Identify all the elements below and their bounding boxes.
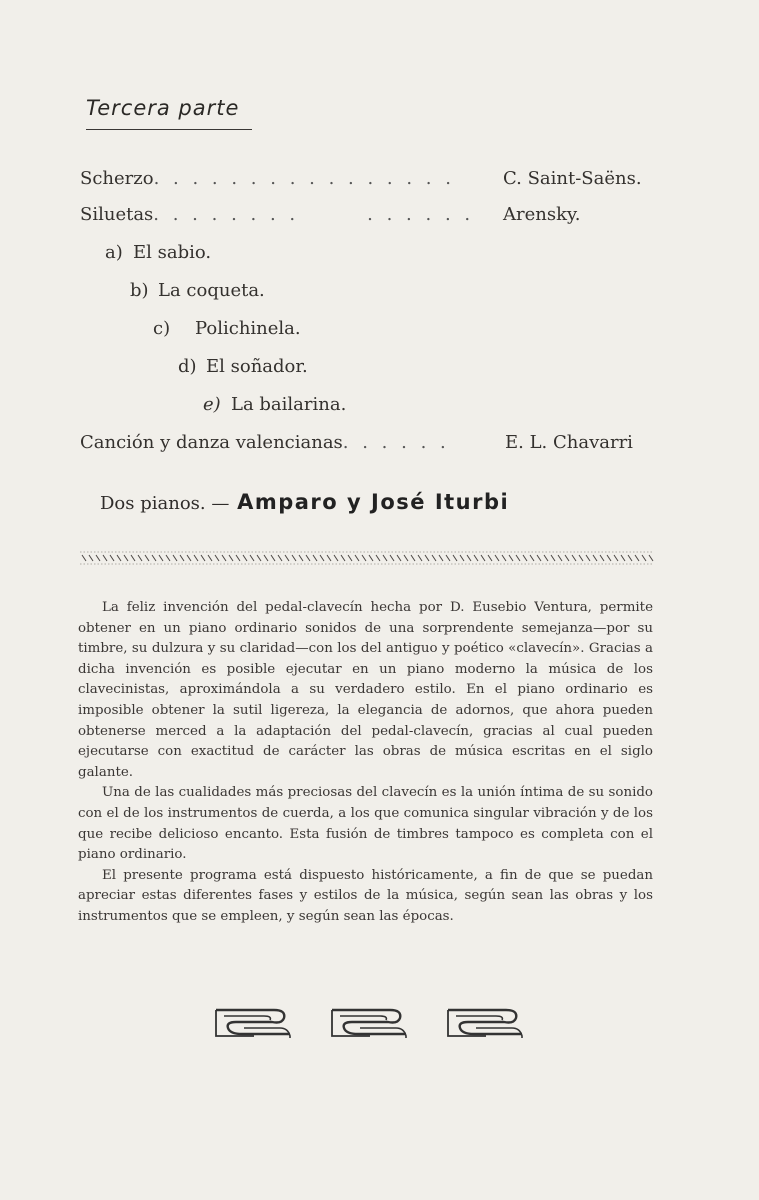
sub-item-title: Polichinela.	[195, 318, 301, 339]
paragraph: El presente programa está dispuesto históricamente, a fin de que se puedan apreciar estas diferentes fases y estilos de la música, según sean las obras y los instrumentos que se empleen, y según sean las épocas.	[78, 867, 653, 924]
sub-item	[130, 280, 265, 302]
paragraph: La feliz invención del pedal-clavecín hecha por D. Eusebio Ventura, permite obtener en un piano ordinario sonidos de una sorprendente semejanza—por su timbre, su dulzura y su claridad—con los del antiguo y poético «clavecín». Gracias a dicha invención es posible ejecutar en un piano moderno la música de los clavecinistas, aproximándola a su verdadero estilo. En el piano ordinario es imposible obtener la sutil ligereza, la elegancia de adornos, que ahora pueden obtenerse merced a la adaptación del pedal-clavecín, gracias al cual pueden ejecutarse con exactitud de carácter las obras de música escritas en el siglo galante.	[78, 600, 653, 780]
performers-line	[100, 490, 509, 514]
sub-item	[178, 356, 308, 378]
sub-item-letter: d)	[178, 356, 197, 377]
leader-dots: . . . . . . . . . . . . . .	[153, 204, 475, 225]
leader-dots: . . . . . . . . . . . . . . . .	[153, 168, 455, 189]
work-title: Siluetas	[80, 204, 154, 225]
art-nouveau-ornament-icon	[330, 1004, 408, 1042]
composer-name: E. L. Chavarri	[505, 432, 633, 453]
program-item-siluetas	[80, 204, 474, 226]
sub-item-title: La coqueta.	[158, 280, 265, 301]
program-item-cancion	[80, 432, 450, 454]
section-title: Tercera parte	[86, 96, 240, 120]
sub-item	[105, 242, 211, 264]
ornament-row	[214, 1004, 524, 1044]
hatched-divider-icon	[80, 551, 654, 565]
composer-name: C. Saint-Saëns.	[503, 168, 642, 189]
body-text	[78, 598, 653, 928]
sub-item-letter: a)	[105, 242, 123, 263]
title-underline	[86, 129, 252, 130]
sub-item-letter: c)	[153, 318, 171, 339]
sub-item-letter: e)	[203, 394, 221, 415]
sub-item-letter: b)	[130, 280, 149, 301]
composer-name: Arensky.	[503, 204, 581, 225]
sub-item	[203, 394, 346, 416]
sub-item-title: El sabio.	[133, 242, 212, 263]
art-nouveau-ornament-icon	[446, 1004, 524, 1042]
art-nouveau-ornament-icon	[214, 1004, 292, 1042]
sub-item	[153, 318, 301, 340]
program-item-scherzo	[80, 168, 455, 190]
sub-item-title: El soñador.	[206, 356, 308, 377]
performers-names: Amparo y José Iturbi	[237, 490, 510, 514]
paragraph: Una de las cualidades más preciosas del clavecín es la unión íntima de su sonido con el de los instrumentos de cuerda, a los que comunica singular vibración y de los que recibe delicioso encanto. Esta fusión de timbres tampoco es completa con el piano ordinario.	[78, 785, 653, 863]
work-title: Canción y danza valencianas	[80, 432, 343, 453]
performers-label: Dos pianos. —	[100, 493, 230, 514]
sub-item-title: La bailarina.	[231, 394, 347, 415]
leader-dots: . . . . . .	[342, 432, 450, 453]
work-title: Scherzo	[80, 168, 154, 189]
